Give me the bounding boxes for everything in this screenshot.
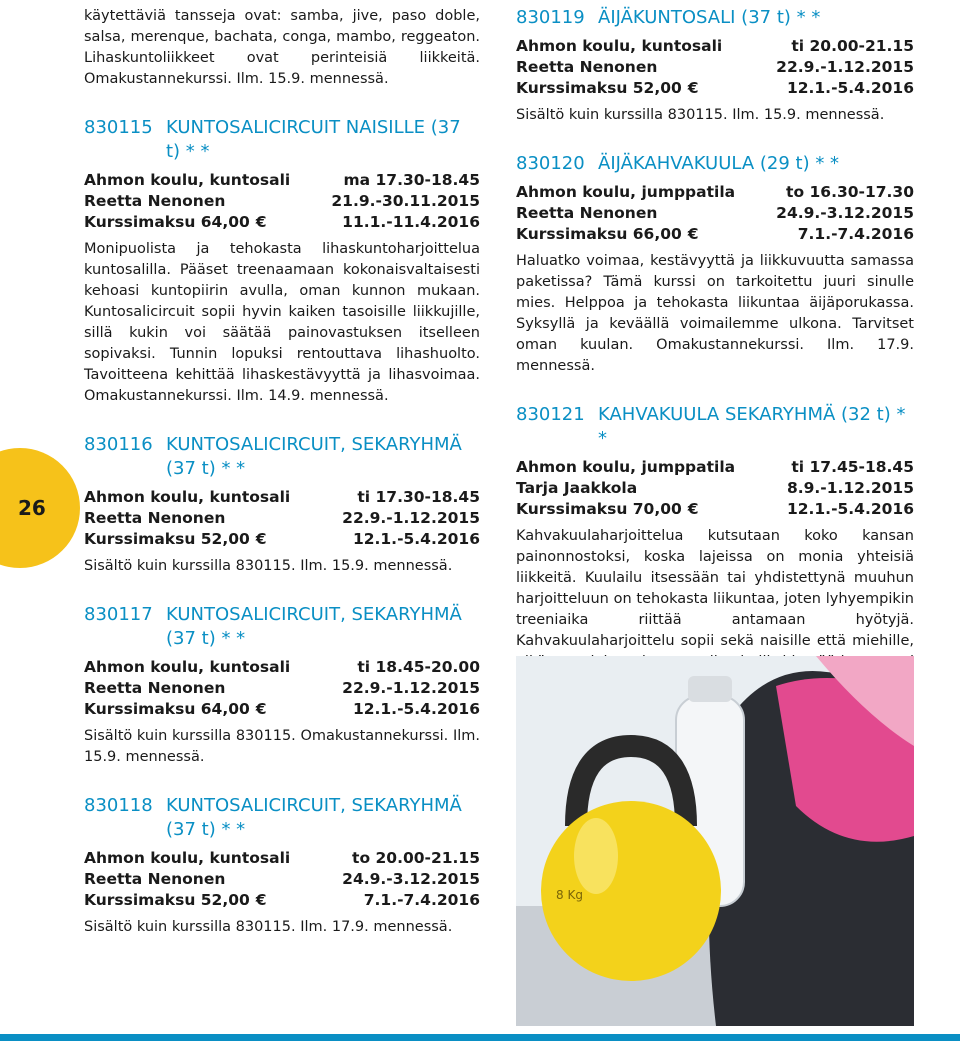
detail-label [84,508,225,529]
detail-label [84,890,267,911]
course-code: 830118 [84,795,153,816]
detail-label-text: Kurssimaksu 66,00 [516,225,682,243]
course-block [84,116,480,407]
detail-label [516,57,657,78]
course-detail-row [84,699,480,720]
detail-value: 22.9.-1.12.2015 [342,509,480,527]
course-title: KAHVAKUULA SEKARYHMÄ (32 t) * * [598,404,906,449]
detail-label-text: Ahmon koulu, kuntosali [84,171,291,189]
detail-label-text: Reetta Nenonen [516,58,658,76]
course-detail-row [84,869,480,890]
photo-illustration [516,656,914,1026]
detail-label-text: Ahmon koulu, jumppatila [516,183,736,201]
detail-label [516,478,637,499]
right-column [516,6,914,715]
course-code: 830121 [516,404,585,425]
detail-value: 24.9.-3.12.2015 [342,870,480,888]
course-heading [84,603,480,651]
course-block [84,433,480,577]
course-code: 830115 [84,117,153,138]
right-course-list [516,6,914,715]
detail-value: ti 17.45-18.45 [791,458,914,476]
detail-label [516,203,657,224]
course-block [516,152,914,377]
kettlebell-highlight [574,818,618,894]
course-detail-row [84,657,480,678]
detail-value: 7.1.-7.4.2016 [363,891,480,909]
detail-label [84,699,267,720]
course-heading [516,6,914,30]
detail-label [84,529,267,550]
kettlebell-label: 8 Kg [556,888,583,902]
course-block [516,6,914,126]
bottom-stripe [0,1034,960,1041]
detail-value: to 20.00-21.15 [352,849,480,867]
course-detail-row [516,457,914,478]
course-heading [516,403,914,451]
detail-label-text: Ahmon koulu, kuntosali [84,658,291,676]
course-description: Kahvakuulaharjoittelua kutsutaan koko kansan painonnostoksi, koska lajeissa on monia yhteisiä liikkeitä. Kuulailu itsessään tai yhdistettynä muuhun harjoitteluun on tehokasta liikuntaa, joten lyhyempikin treeniaika riittää antamaan hyötyjä. Kahvakuulaharjoittelu sopii sekä naisille että miehille, [516,528,914,649]
detail-label [516,499,699,520]
detail-value: 7.1.-7.4.2016 [797,225,914,243]
course-code: 830116 [84,434,153,455]
left-column [84,6,480,938]
course-heading [84,794,480,842]
course-detail-row [516,57,914,78]
course-title: ÄIJÄKUNTOSALI (37 t) * * [598,7,821,28]
detail-label-text: Kurssimaksu 70,00 [516,500,682,518]
detail-label [84,191,225,212]
detail-label-text: Ahmon koulu, kuntosali [516,37,723,55]
course-title: KUNTOSALICIRCUIT, SEKARYHMÄ (37 t) * * [166,434,462,479]
course-detail-row [84,508,480,529]
course-description: Haluatko voimaa, kestävyyttä ja liikkuvuutta samassa paketissa? Tämä kurssi on tarkoitettu juuri sinulle mies. Helppoa ja tehokasta liikuntaa äijäporukassa. Syksyllä ja keväällä voimailemme ulkona. Tarvitset oman kuulan. Omakustannekurssi. Ilm. 17.9. mennessä. [516,253,914,374]
detail-label-text: Kurssimaksu 52,00 [84,530,250,548]
detail-label [84,487,290,508]
course-detail-row [516,478,914,499]
detail-label [84,170,290,191]
course-detail-row [84,848,480,869]
course-heading [516,152,914,176]
page-number: 26 [18,496,46,520]
detail-label [516,457,735,478]
detail-label-text: Reetta Nenonen [84,679,226,697]
course-title: KUNTOSALICIRCUIT, SEKARYHMÄ (37 t) * * [166,795,462,840]
detail-value: 12.1.-5.4.2016 [786,79,914,97]
course-detail-row [516,78,914,99]
euro-icon: € [687,79,699,97]
detail-label-text: Kurssimaksu 52,00 [84,891,250,909]
course-detail-row [84,678,480,699]
detail-label-text: Kurssimaksu 64,00 [84,213,250,231]
detail-value: 12.1.-5.4.2016 [352,700,480,718]
course-title: ÄIJÄKAHVAKUULA (29 t) * * [598,153,840,174]
euro-icon: € [255,700,267,718]
course-description: Sisältö kuin kurssilla 830115. Ilm. 17.9. mennessä. [84,919,453,935]
detail-label [84,657,290,678]
euro-icon: € [255,530,267,548]
detail-value: ti 17.30-18.45 [357,488,480,506]
course-detail-row [84,191,480,212]
left-course-list [84,116,480,938]
euro-icon: € [687,225,699,243]
detail-value: 12.1.-5.4.2016 [352,530,480,548]
course-detail-row [84,212,480,233]
course-detail-row [84,529,480,550]
euro-icon: € [255,213,267,231]
course-heading [84,433,480,481]
detail-label-text: Reetta Nenonen [84,192,226,210]
detail-label-text: Ahmon koulu, kuntosali [84,849,291,867]
course-code: 830119 [516,7,585,28]
euro-icon: € [687,500,699,518]
detail-label-text: Tarja Jaakkola [516,479,638,497]
intro-paragraph: käytettäviä tansseja ovat: samba, jive, paso doble, salsa, merenque, bachata, conga, mambo, reggeaton. Lihaskuntoliikkeet ovat perinteisiä liikkeitä. Omakustannekurssi. Ilm. 15.9. mennessä. [84,8,480,87]
detail-label [516,224,699,245]
detail-label-text: Reetta Nenonen [84,509,226,527]
course-detail-row [516,499,914,520]
detail-value: 12.1.-5.4.2016 [786,500,914,518]
course-description: Monipuolista ja tehokasta lihaskuntoharjoittelua kuntosalilla. Pääset treenaamaan kokonaisvaltaisesti kehoasi kuntopiirin avulla, oman kunnon mukaan. Kuntosalicircuit sopii hyvin kaiken tasoisille liikkujille, sillä kukin voi säätää painovastuksen itselleen sopivaksi. Tunnin lopuksi rentouttava lihashuolto. Tavoitteena kehittää lihaskestävyyttä ja lihasvoimaa. Omakustannekurssi. Ilm. 14.9. mennessä. [84,241,480,404]
detail-value: ti 20.00-21.15 [791,37,914,55]
detail-value: 8.9.-1.12.2015 [786,479,914,497]
course-detail-row [84,890,480,911]
course-code: 830120 [516,153,585,174]
detail-label [516,78,699,99]
detail-value: 21.9.-30.11.2015 [331,192,480,210]
course-description: Sisältö kuin kurssilla 830115. Omakustannekurssi. Ilm. 15.9. mennessä. [84,728,480,765]
detail-label-text: Reetta Nenonen [84,870,226,888]
bottle-cap [688,676,732,702]
kettlebell-photo [516,656,914,1026]
detail-value: ma 17.30-18.45 [343,171,480,189]
course-block [84,603,480,768]
detail-label [516,182,735,203]
detail-value: 24.9.-3.12.2015 [776,204,914,222]
detail-label-text: Ahmon koulu, kuntosali [84,488,291,506]
detail-label [84,848,290,869]
course-heading [84,116,480,164]
detail-label-text: Kurssimaksu 52,00 [516,79,682,97]
course-code: 830117 [84,604,153,625]
course-title: KUNTOSALICIRCUIT NAISILLE (37 t) * * [166,117,461,162]
detail-label-text: Kurssimaksu 64,00 [84,700,250,718]
detail-label-text: Ahmon koulu, jumppatila [516,458,736,476]
course-detail-row [84,170,480,191]
detail-label [84,678,225,699]
euro-icon: € [255,891,267,909]
course-detail-row [516,203,914,224]
detail-value: 22.9.-1.12.2015 [776,58,914,76]
detail-value: to 16.30-17.30 [786,183,914,201]
detail-label-text: Reetta Nenonen [516,204,658,222]
course-description: Sisältö kuin kurssilla 830115. Ilm. 15.9. mennessä. [516,107,885,123]
detail-label [516,36,722,57]
detail-value: 11.1.-11.4.2016 [342,213,480,231]
course-detail-row [516,224,914,245]
detail-value: ti 18.45-20.00 [357,658,480,676]
detail-label [84,869,225,890]
course-description: Sisältö kuin kurssilla 830115. Ilm. 15.9. mennessä. [84,558,453,574]
course-block [84,794,480,938]
detail-value: 22.9.-1.12.2015 [342,679,480,697]
detail-label [84,212,267,233]
course-detail-row [516,182,914,203]
course-detail-row [84,487,480,508]
course-title: KUNTOSALICIRCUIT, SEKARYHMÄ (37 t) * * [166,604,462,649]
course-detail-row [516,36,914,57]
